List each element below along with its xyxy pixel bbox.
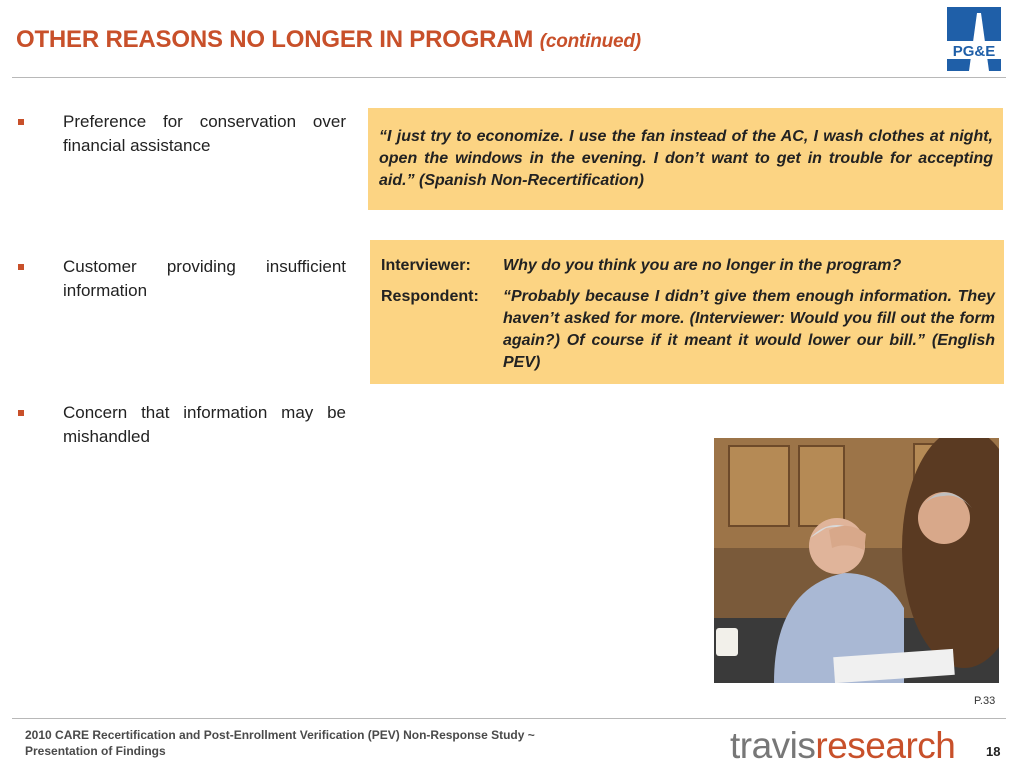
pge-logo bbox=[947, 7, 1001, 71]
interviewer-label: Interviewer: bbox=[381, 257, 471, 274]
footer-line-2: Presentation of Findings bbox=[25, 744, 166, 758]
brand-part-2: research bbox=[815, 725, 956, 766]
bullet-item bbox=[18, 110, 346, 158]
interviewer-row bbox=[381, 255, 995, 277]
page-number: 18 bbox=[986, 744, 1001, 759]
title-sub: (continued) bbox=[539, 31, 641, 52]
quote-box-spanish bbox=[368, 108, 1003, 210]
bullet-marker bbox=[18, 119, 24, 125]
bullet-marker bbox=[18, 264, 24, 270]
respondent-row bbox=[381, 286, 995, 374]
photo-reference: P.33 bbox=[974, 695, 996, 707]
svg-text:PG&E: PG&E bbox=[952, 43, 996, 60]
header-divider bbox=[12, 77, 1006, 78]
quote-box-english bbox=[370, 240, 1004, 384]
bullet-item bbox=[18, 401, 346, 449]
title-main: OTHER REASONS NO LONGER IN PROGRAM bbox=[16, 26, 534, 53]
respondent-label: Respondent: bbox=[381, 288, 479, 305]
footer-line-1: 2010 CARE Recertification and Post-Enrollment Verification (PEV) Non-Response Study ~ bbox=[25, 728, 535, 742]
respondent-answer: “Probably because I didn’t give them enough information. They haven’t asked for more. (Interviewer: Would you fill out the form again?) Of course if it meant it would lower our bill.” (English PEV) bbox=[503, 288, 995, 371]
brand-part-1: travis bbox=[730, 725, 816, 766]
bullet-marker bbox=[18, 410, 24, 416]
couple-photo bbox=[714, 438, 999, 683]
interviewer-question: Why do you think you are no longer in the program? bbox=[503, 257, 902, 274]
bullet-text: Customer providing insufficient information bbox=[63, 257, 346, 300]
bullet-text: Preference for conservation over financial assistance bbox=[63, 112, 346, 155]
footer-caption bbox=[25, 727, 535, 759]
footer-divider bbox=[12, 718, 1006, 719]
travisresearch-logo bbox=[730, 725, 955, 767]
quote-text: “I just try to economize. I use the fan instead of the AC, I wash clothes at night, open the windows in the evening. I don’t want to get in trouble for accepting aid.” (Spanish Non-Recertification) bbox=[379, 128, 993, 189]
bullet-text: Concern that information may be mishandled bbox=[63, 403, 346, 446]
bullet-item bbox=[18, 255, 346, 303]
page-title bbox=[16, 26, 641, 54]
